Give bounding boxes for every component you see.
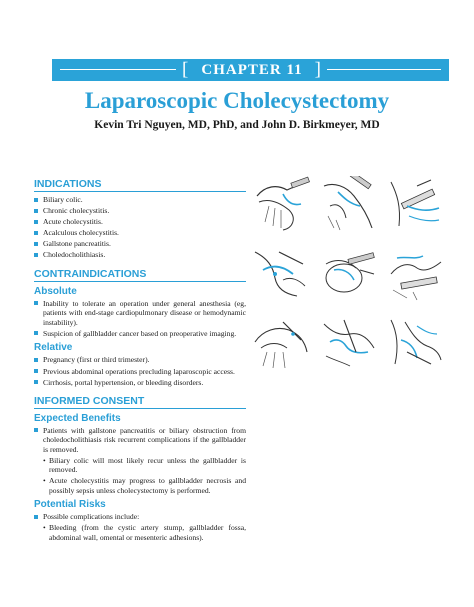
list-item: Inability to tolerate an operation under general anesthesia (eg, patients with end-stage cardiopulmonary disease or hemodynamic instability).: [34, 299, 246, 328]
square-bullet-icon: [34, 301, 38, 305]
list-item: Biliary colic.: [34, 195, 246, 205]
surgical-illustration-icon: [253, 176, 310, 233]
potential-risks-list: [34, 512, 246, 542]
absolute-subheading: Absolute: [34, 285, 77, 297]
chapter-title: Laparoscopic Cholecystectomy: [84, 88, 390, 113]
surgical-illustration-grid: [253, 176, 445, 374]
sub-list-item: • Biliary colic will most likely recur unless the gallbladder is removed.: [43, 455, 246, 475]
indications-list: [34, 195, 246, 260]
informed-consent-heading: INFORMED CONSENT: [34, 395, 246, 409]
potential-risks-sublist: [43, 523, 246, 542]
relative-list: [34, 355, 246, 387]
list-item: Possible complications include: • Bleeding (from the cystic artery stump, gallbladder fossa, abdominal wall, omental or mesenteric adhesions).: [34, 512, 246, 542]
square-bullet-icon: [34, 515, 38, 519]
text-column: [34, 178, 246, 544]
expected-benefits-sublist: [43, 456, 246, 496]
chapter-label: [182, 59, 322, 81]
list-item: Acute cholecystitis.: [34, 217, 246, 227]
surgical-illustration-icon: [387, 312, 444, 369]
list-item: Suspicion of gallbladder cancer based on preoperative imaging.: [34, 329, 246, 339]
list-item: Previous abdominal operations precluding laparoscopic access.: [34, 367, 246, 377]
square-bullet-icon: [34, 209, 38, 213]
list-item: Patients with gallstone pancreatitis or biliary obstruction from choledocholithiasis risk recurrent complications if the gallbladder is removed. • Biliary colic will most likely recur unless the gallbladder is removed. • Acute cholecystitis may progress to gallbladder necrosis and possibly sepsis unless cholecystectomy is performed.: [34, 426, 246, 496]
surgical-illustration-icon: [320, 244, 377, 301]
list-item: Gallstone pancreatitis.: [34, 239, 246, 249]
list-item: Choledocholithiasis.: [34, 250, 246, 260]
chapter-banner: [52, 59, 449, 81]
surgical-illustration-icon: [320, 312, 377, 369]
square-bullet-icon: [34, 428, 38, 432]
surgical-illustration-icon: [320, 176, 377, 233]
indications-heading: INDICATIONS: [34, 178, 246, 192]
square-bullet-icon: [34, 331, 38, 335]
chapter-number: CHAPTER 11: [201, 62, 303, 78]
bracket-left-icon: [: [182, 59, 190, 80]
surgical-illustration-icon: [253, 244, 310, 301]
sub-list-item: • Acute cholecystitis may progress to gallbladder necrosis and possibly sepsis unless cholecystectomy is performed.: [43, 476, 246, 495]
banner-rule-right: [327, 69, 441, 70]
square-bullet-icon: [34, 242, 38, 246]
dot-bullet-icon: •: [43, 476, 46, 486]
relative-subheading: Relative: [34, 342, 73, 354]
sub-list-item: • Bleeding (from the cystic artery stump, gallbladder fossa, abdominal wall, omental or mesenteric adhesions).: [43, 522, 246, 542]
square-bullet-icon: [34, 220, 38, 224]
dot-bullet-icon: •: [43, 522, 46, 532]
contraindications-heading: CONTRAINDICATIONS: [34, 268, 246, 282]
square-bullet-icon: [34, 358, 38, 362]
dot-bullet-icon: •: [43, 455, 46, 465]
square-bullet-icon: [34, 231, 38, 235]
list-item: Acalculous cholecystitis.: [34, 228, 246, 238]
list-item: Pregnancy (first or third trimester).: [34, 355, 246, 365]
expected-benefits-list: [34, 426, 246, 496]
list-item: Chronic cholecystitis.: [34, 206, 246, 216]
authors-line: Kevin Tri Nguyen, MD, PhD, and John D. Birkmeyer, MD: [94, 119, 380, 131]
absolute-list: [34, 299, 246, 339]
square-bullet-icon: [34, 380, 38, 384]
bracket-right-icon: ]: [314, 59, 322, 80]
surgical-illustration-icon: [387, 176, 444, 233]
list-item: Cirrhosis, portal hypertension, or bleeding disorders.: [34, 378, 246, 388]
expected-benefits-subheading: Expected Benefits: [34, 412, 121, 424]
banner-rule-left: [60, 69, 176, 70]
square-bullet-icon: [34, 253, 38, 257]
surgical-illustration-icon: [253, 312, 310, 369]
potential-risks-subheading: Potential Risks: [34, 499, 106, 511]
surgical-illustration-icon: [387, 244, 444, 301]
square-bullet-icon: [34, 198, 38, 202]
square-bullet-icon: [34, 369, 38, 373]
